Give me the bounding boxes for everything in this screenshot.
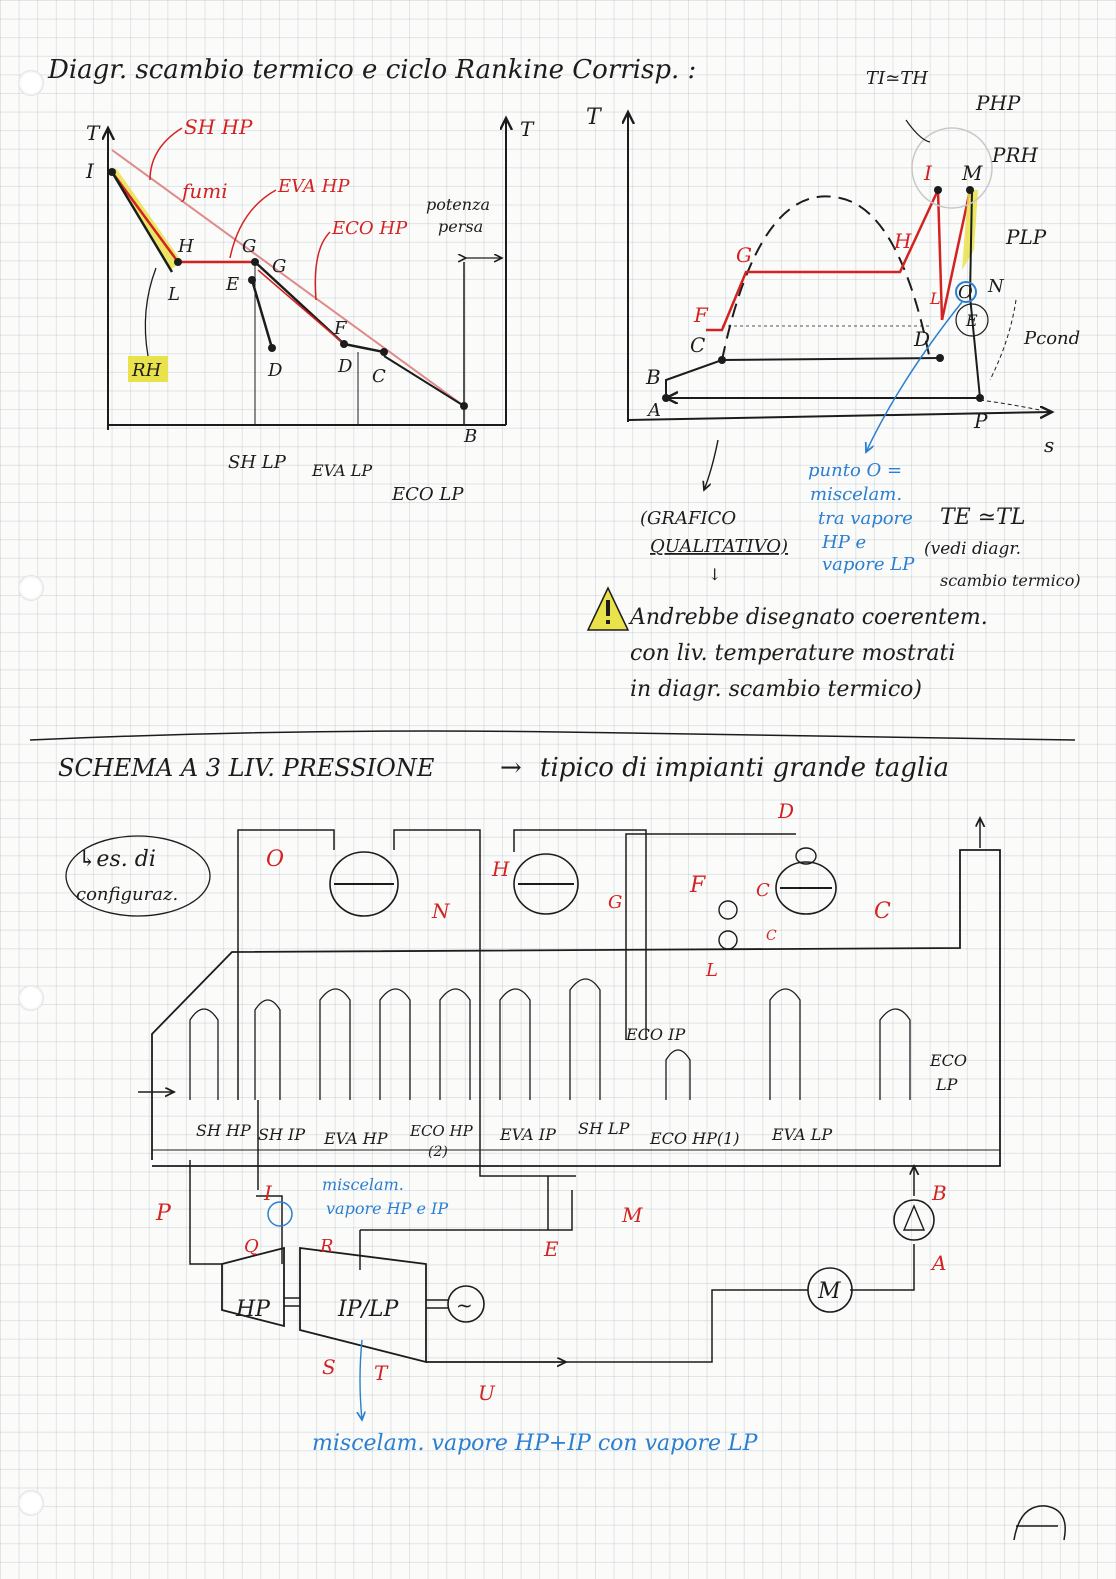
bottom-title: SCHEMA A 3 LIV. PRESSIONE bbox=[58, 754, 435, 782]
turbine-hp-label: HP bbox=[236, 1297, 270, 1322]
top-title: Diagr. scambio termico e ciclo Rankine Corrisp. : bbox=[48, 55, 697, 85]
ts-point-dot bbox=[936, 354, 944, 362]
hrsg-coils bbox=[190, 979, 910, 1100]
point-dot bbox=[251, 258, 259, 266]
ts-point-B: B bbox=[646, 365, 661, 389]
turbine-iplp-label: IP/LP bbox=[338, 1297, 399, 1322]
ts-point-H: H bbox=[894, 229, 912, 253]
ts-p-rh: PRH bbox=[992, 143, 1038, 167]
pcond-isobar bbox=[990, 300, 1016, 380]
warning-line-2: con liv. temperature mostrati bbox=[630, 641, 956, 666]
point-dot bbox=[460, 402, 468, 410]
eva-lp-line bbox=[344, 344, 384, 352]
pt-C3: C bbox=[874, 899, 891, 924]
hx-point-C: C bbox=[372, 366, 386, 387]
ts-point-I: I bbox=[924, 161, 932, 185]
grafico-qualitativo-1: (GRAFICO bbox=[640, 508, 737, 529]
ts-point-L: L bbox=[930, 289, 941, 308]
point-dot bbox=[340, 340, 348, 348]
pt-Q: Q bbox=[244, 1236, 259, 1257]
pump-icon bbox=[719, 931, 737, 949]
hx-axis-t-right-label: T bbox=[520, 117, 534, 141]
point-dot bbox=[268, 344, 276, 352]
section-eco-lp-2: LP bbox=[936, 1075, 958, 1094]
punto-o-line-3: tra vapore bbox=[818, 508, 913, 529]
pt-D: D bbox=[778, 799, 795, 823]
punto-o-line-4: HP e bbox=[822, 532, 867, 553]
heat-exchange-diagram bbox=[85, 115, 535, 505]
warning-line-1: Andrebbe disegnato coerentem. bbox=[630, 605, 988, 630]
ts-point-dot bbox=[966, 186, 974, 194]
grafico-arrow bbox=[704, 440, 718, 490]
label-persa: persa bbox=[438, 217, 484, 236]
section-eco-lp-1: ECO bbox=[930, 1051, 968, 1070]
eco-lp-line bbox=[384, 356, 464, 406]
label-fumi: fumi bbox=[182, 179, 228, 203]
section-eva-lp: EVA LP bbox=[772, 1125, 833, 1144]
hx-point-H: H bbox=[178, 236, 194, 257]
hx-point-G2: G bbox=[272, 256, 287, 277]
pt-E: E bbox=[544, 1237, 559, 1261]
pt-N: N bbox=[432, 899, 450, 923]
mix-note-2-leader bbox=[360, 1340, 362, 1420]
grafico-qualitativo-2: QUALITATIVO) bbox=[650, 536, 789, 557]
ts-point-O: O bbox=[958, 282, 973, 303]
ts-point-G: G bbox=[736, 243, 752, 267]
ts-point-P: P bbox=[974, 409, 988, 433]
pt-L: L bbox=[706, 960, 718, 981]
section-eva-hp: EVA HP bbox=[324, 1129, 388, 1148]
pt-S: S bbox=[322, 1355, 336, 1379]
pt-O: O bbox=[266, 847, 285, 872]
warning-icon bbox=[588, 588, 628, 630]
ts-point-N: N bbox=[988, 276, 1004, 297]
vedi-diagr-1: (vedi diagr. bbox=[924, 539, 1022, 559]
section-eco-hp2-num: (2) bbox=[428, 1144, 448, 1160]
point-dot bbox=[174, 258, 182, 266]
pt-M: M bbox=[622, 1203, 643, 1227]
feed-pump-triangle bbox=[904, 1206, 924, 1230]
pump-icon bbox=[719, 901, 737, 919]
vedi-diagr-2: scambio termico) bbox=[940, 571, 1081, 590]
punto-o-line-1: punto O = bbox=[808, 460, 903, 481]
ts-p-lp: PLP bbox=[1006, 225, 1047, 249]
pt-P: P bbox=[156, 1201, 171, 1226]
ts-diagram bbox=[586, 68, 1081, 702]
label-eva-lp: EVA LP bbox=[312, 461, 373, 480]
generator-symbol: ~ bbox=[456, 1293, 473, 1317]
section-eco-ip: ECO IP bbox=[626, 1025, 686, 1044]
page-turn-arrow-icon bbox=[1014, 1506, 1065, 1540]
hx-point-I: I bbox=[86, 159, 94, 183]
mix-note-2: miscelam. vapore HP+IP con vapore LP bbox=[312, 1431, 758, 1456]
label-potenza: potenza bbox=[426, 195, 491, 214]
label-eva-hp: EVA HP bbox=[278, 176, 350, 197]
ts-point-C: C bbox=[690, 333, 706, 357]
label-rh: RH bbox=[132, 360, 162, 381]
pcond-isobar-2 bbox=[980, 400, 1040, 410]
leader-ti bbox=[906, 120, 930, 142]
section-eco-hp2: ECO HP bbox=[410, 1122, 473, 1140]
ts-point-A: A bbox=[648, 400, 661, 421]
punto-o-line-5: vapore LP bbox=[822, 554, 915, 575]
point-dot bbox=[248, 276, 256, 284]
eco-hp-line-red bbox=[258, 270, 344, 344]
te-tl-note: TE ≃TL bbox=[940, 505, 1026, 530]
pipe-to-hp bbox=[190, 1160, 222, 1264]
grafico-arrow-down: ↓ bbox=[708, 565, 722, 584]
section-sh-lp: SH LP bbox=[578, 1119, 630, 1138]
ts-point-dot bbox=[934, 186, 942, 194]
ts-s-axis bbox=[628, 412, 1052, 420]
section-sh-hp: SH HP bbox=[196, 1121, 251, 1140]
plant-schematic bbox=[66, 799, 1000, 1456]
pt-U: U bbox=[478, 1381, 495, 1405]
bottom-title-arrow: → bbox=[500, 753, 522, 783]
ts-p-hp: PHP bbox=[976, 91, 1021, 115]
leader-sh-hp bbox=[150, 128, 182, 180]
pt-F: F bbox=[690, 873, 706, 898]
pt-B: B bbox=[932, 1181, 947, 1205]
leader-rh bbox=[145, 268, 156, 356]
leader-eco-hp bbox=[315, 232, 330, 300]
point-dot bbox=[108, 168, 116, 176]
pt-A: A bbox=[932, 1251, 947, 1275]
pt-G: G bbox=[608, 892, 623, 913]
hx-point-D2: D bbox=[338, 356, 353, 377]
section-sh-ip: SH IP bbox=[258, 1125, 306, 1144]
pt-T: T bbox=[374, 1361, 388, 1385]
ts-point-dot bbox=[976, 394, 984, 402]
hx-point-F: F bbox=[334, 318, 347, 339]
mix-note-1-line-2: vapore HP e IP bbox=[326, 1199, 449, 1218]
punto-o-line-2: miscelam. bbox=[810, 484, 903, 505]
hx-point-L: L bbox=[168, 284, 180, 305]
punto-o-leader bbox=[866, 302, 962, 452]
ts-point-dot bbox=[718, 356, 726, 364]
pt-R: R bbox=[320, 1236, 334, 1257]
ts-point-M: M bbox=[962, 161, 983, 185]
hx-point-B: B bbox=[464, 426, 478, 447]
hx-point-D: D bbox=[268, 360, 283, 381]
label-eco-lp: ECO LP bbox=[392, 484, 464, 505]
ts-ti-th: TI≃TH bbox=[866, 68, 928, 89]
bottom-title-note: tipico di impianti grande taglia bbox=[540, 753, 949, 783]
config-note-2: configuraz. bbox=[76, 884, 179, 905]
ts-point-F: F bbox=[694, 303, 708, 327]
mix-point-circle bbox=[268, 1202, 292, 1226]
config-note-1: ↳es. di bbox=[78, 847, 156, 872]
section-eco-hp1: ECO HP(1) bbox=[650, 1129, 740, 1148]
ts-point-D: D bbox=[914, 327, 931, 351]
section-divider bbox=[30, 731, 1075, 740]
hx-point-G: G bbox=[242, 236, 257, 257]
warning-line-3: in diagr. scambio termico) bbox=[630, 677, 922, 702]
condensate-line bbox=[426, 1244, 914, 1362]
ts-axis-t: T bbox=[586, 105, 601, 130]
pt-C: C bbox=[756, 880, 770, 901]
mix-note-1-line-1: miscelam. bbox=[322, 1175, 404, 1194]
label-sh-hp: SH HP bbox=[184, 115, 253, 139]
label-eco-hp: ECO HP bbox=[332, 218, 408, 239]
point-dot bbox=[380, 348, 388, 356]
ts-p-cond: Pcond bbox=[1024, 328, 1081, 349]
ts-point-E: E bbox=[966, 311, 978, 330]
condenser-label: M bbox=[818, 1279, 841, 1304]
hx-axis-t-label: T bbox=[86, 121, 100, 145]
saturation-dome bbox=[722, 196, 930, 360]
ts-point-dot bbox=[662, 394, 670, 402]
pt-I: I bbox=[264, 1181, 272, 1205]
pt-C2: C bbox=[766, 928, 777, 944]
label-sh-lp: SH LP bbox=[228, 452, 286, 473]
ts-axis-s: s bbox=[1044, 433, 1055, 457]
section-eva-ip: EVA IP bbox=[500, 1125, 556, 1144]
pt-H: H bbox=[492, 857, 510, 881]
hx-point-E: E bbox=[226, 274, 240, 295]
